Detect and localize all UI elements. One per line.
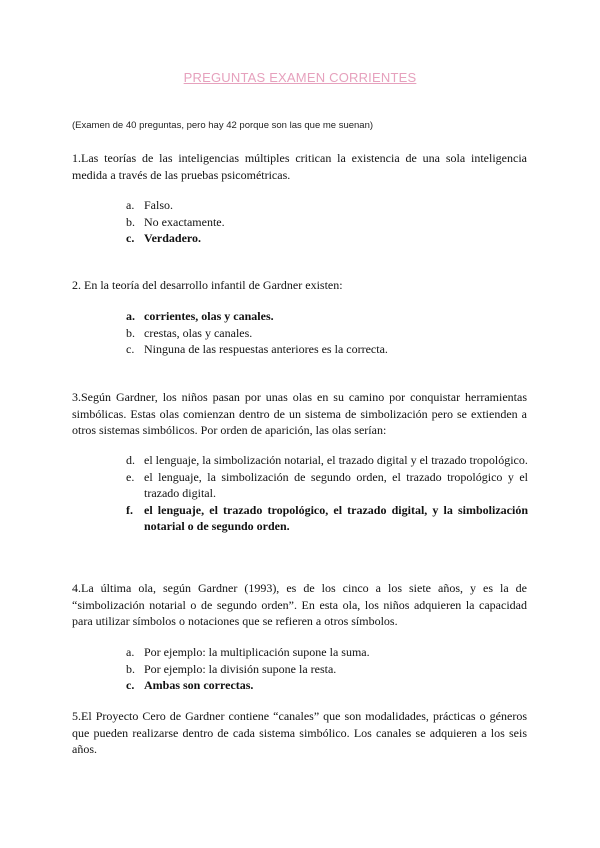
question-5-text: 5.El Proyecto Cero de Gardner contiene “canales” que son modalidades, prácticas o géneros que pueden realizarse dentro de cada sistema simbólico. Los canales se adquieren a los seis años.	[72, 709, 527, 756]
option	[126, 452, 528, 469]
option-marker: d.	[126, 453, 135, 467]
option	[126, 469, 528, 502]
question-3-options	[126, 452, 528, 535]
option-text: corrientes, olas y canales.	[144, 309, 274, 323]
option-text: Verdadero.	[144, 231, 201, 245]
option-text: Ninguna de las respuestas anteriores es la correcta.	[144, 342, 388, 356]
option	[126, 661, 528, 678]
option-marker: b.	[126, 214, 135, 229]
option-text: Por ejemplo: la multiplicación supone la suma.	[144, 645, 370, 659]
page-title: PREGUNTAS EXAMEN CORRIENTES	[183, 70, 417, 85]
option-marker: a.	[126, 645, 135, 659]
option-correct	[126, 308, 528, 325]
question-4-options	[126, 644, 528, 694]
option-text: el lenguaje, la simbolización notarial, el trazado digital y el trazado tropológico.	[144, 453, 528, 467]
question-4-text: 4.La última ola, según Gardner (1993), es de los cinco a los siete años, y es la de “simbolización notarial o de segundo orden”. En esta ola, los niños adquieren la capacidad para utilizar símbolos o notaciones que se refieren a otros símbolos.	[72, 581, 527, 628]
question-2-text: 2. En la teoría del desarrollo infantil de Gardner existen:	[72, 278, 343, 292]
option-marker: f.	[126, 502, 133, 517]
question-1-text: 1.Las teorías de las inteligencias múltiples critican la existencia de una sola inteligencia medida a través de las pruebas psicométricas.	[72, 151, 527, 182]
question-3-text: 3.Según Gardner, los niños pasan por unas olas en su camino por conquistar herramientas simbólicas. Estas olas comienzan dentro de un sistema de simbolización pero se extienden a otros sistemas simbólicos. Por orden de aparición, las olas serían:	[72, 390, 527, 437]
option	[126, 341, 528, 358]
option-marker: c.	[126, 231, 135, 245]
option-marker: b.	[126, 325, 135, 340]
option-correct	[126, 230, 528, 247]
option-text: el lenguaje, el trazado tropológico, el trazado digital, y la simbolización notarial o de segundo orden.	[144, 502, 528, 533]
option-text: Falso.	[144, 198, 174, 212]
option-text: crestas, olas y canales.	[144, 325, 253, 340]
option-text: Por ejemplo: la división supone la resta.	[144, 661, 337, 676]
option-marker: c.	[126, 342, 135, 356]
option-marker: c.	[126, 678, 135, 692]
option-marker: a.	[126, 198, 135, 212]
option-text: Ambas son correctas.	[144, 678, 254, 692]
option-correct	[126, 502, 528, 535]
exam-note: (Examen de 40 preguntas, pero hay 42 porque son las que me suenan)	[72, 120, 374, 131]
option-marker: e.	[126, 469, 135, 484]
option-text: No exactamente.	[144, 214, 225, 229]
question-1-options	[126, 197, 528, 247]
question-2-options	[126, 308, 528, 358]
option	[126, 197, 528, 214]
option	[126, 644, 528, 661]
option-marker: a.	[126, 309, 135, 323]
option-marker: b.	[126, 661, 135, 676]
option	[126, 214, 528, 231]
option-correct	[126, 677, 528, 694]
option	[126, 325, 528, 342]
option-text: el lenguaje, la simbolización de segundo orden, el trazado tropológico y el trazado digital.	[144, 469, 528, 500]
